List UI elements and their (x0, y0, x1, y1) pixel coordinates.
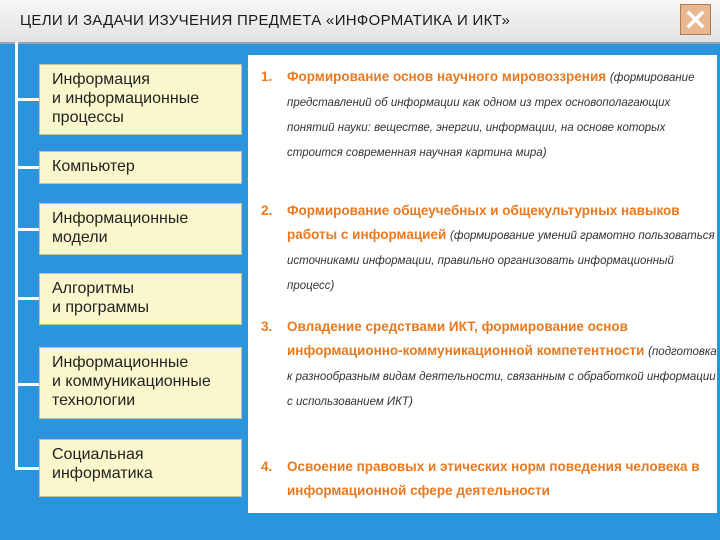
topic-information-models[interactable] (39, 203, 242, 255)
goal-item (261, 199, 717, 298)
close-button[interactable] (680, 4, 711, 35)
goal-heading: Освоение правовых и этических норм поведения человека в информационной сфере деятельности (287, 459, 700, 498)
topic-ict[interactable] (39, 347, 242, 419)
goal-item (261, 65, 717, 165)
topic-information[interactable] (39, 64, 242, 135)
topic-label: Информационные и коммуникационные технологии (52, 354, 211, 409)
header-bar (0, 0, 720, 44)
goal-heading: Формирование общеучебных и общекультурных навыков работы с информацией (287, 203, 680, 242)
goal-number: 1. (261, 69, 273, 84)
topic-label: Социальная информатика (52, 446, 153, 482)
goal-number: 4. (261, 459, 273, 474)
tree-branch (15, 228, 39, 231)
topic-label: Компьютер (52, 158, 135, 175)
tree-branch (15, 166, 39, 169)
goal-heading: Овладение средствами ИКТ, формирование основ информационно-коммуникационной компетентности (287, 319, 645, 358)
topic-social-informatics[interactable] (39, 439, 242, 497)
goal-note: (подготовка к разнообразным видам деятельности, связанным с обработкой информации с использованием ИКТ) (287, 346, 717, 408)
topic-label: Информация и информационные процессы (52, 71, 200, 126)
goal-note: (формирование умений грамотно пользоваться источниками информации, правильно организовать информационный процесс) (287, 230, 715, 292)
tree-spine (15, 42, 18, 470)
topic-algorithms[interactable] (39, 273, 242, 325)
close-icon (686, 10, 705, 29)
goal-number: 2. (261, 203, 273, 218)
topic-label: Информационные модели (52, 210, 189, 246)
goal-item (261, 455, 717, 504)
topic-computer[interactable] (39, 151, 242, 184)
goals-panel (248, 55, 717, 513)
topic-label: Алгоритмы и программы (52, 280, 149, 316)
goal-item (261, 315, 717, 414)
tree-branch (15, 467, 39, 470)
goal-number: 3. (261, 319, 273, 334)
tree-branch (15, 297, 39, 300)
goal-note: (формирование представлений об информации как одном из трех основополагающих понятий науки: веществе, энергии, информации, на основе которых строится современная научная картина мира) (287, 72, 695, 159)
page-title: ЦЕЛИ И ЗАДАЧИ ИЗУЧЕНИЯ ПРЕДМЕТА «ИНФОРМАТИКА И ИКТ» (20, 12, 511, 29)
tree-branch (15, 383, 39, 386)
goal-heading: Формирование основ научного мировоззрения (287, 69, 607, 84)
tree-branch (15, 98, 39, 101)
